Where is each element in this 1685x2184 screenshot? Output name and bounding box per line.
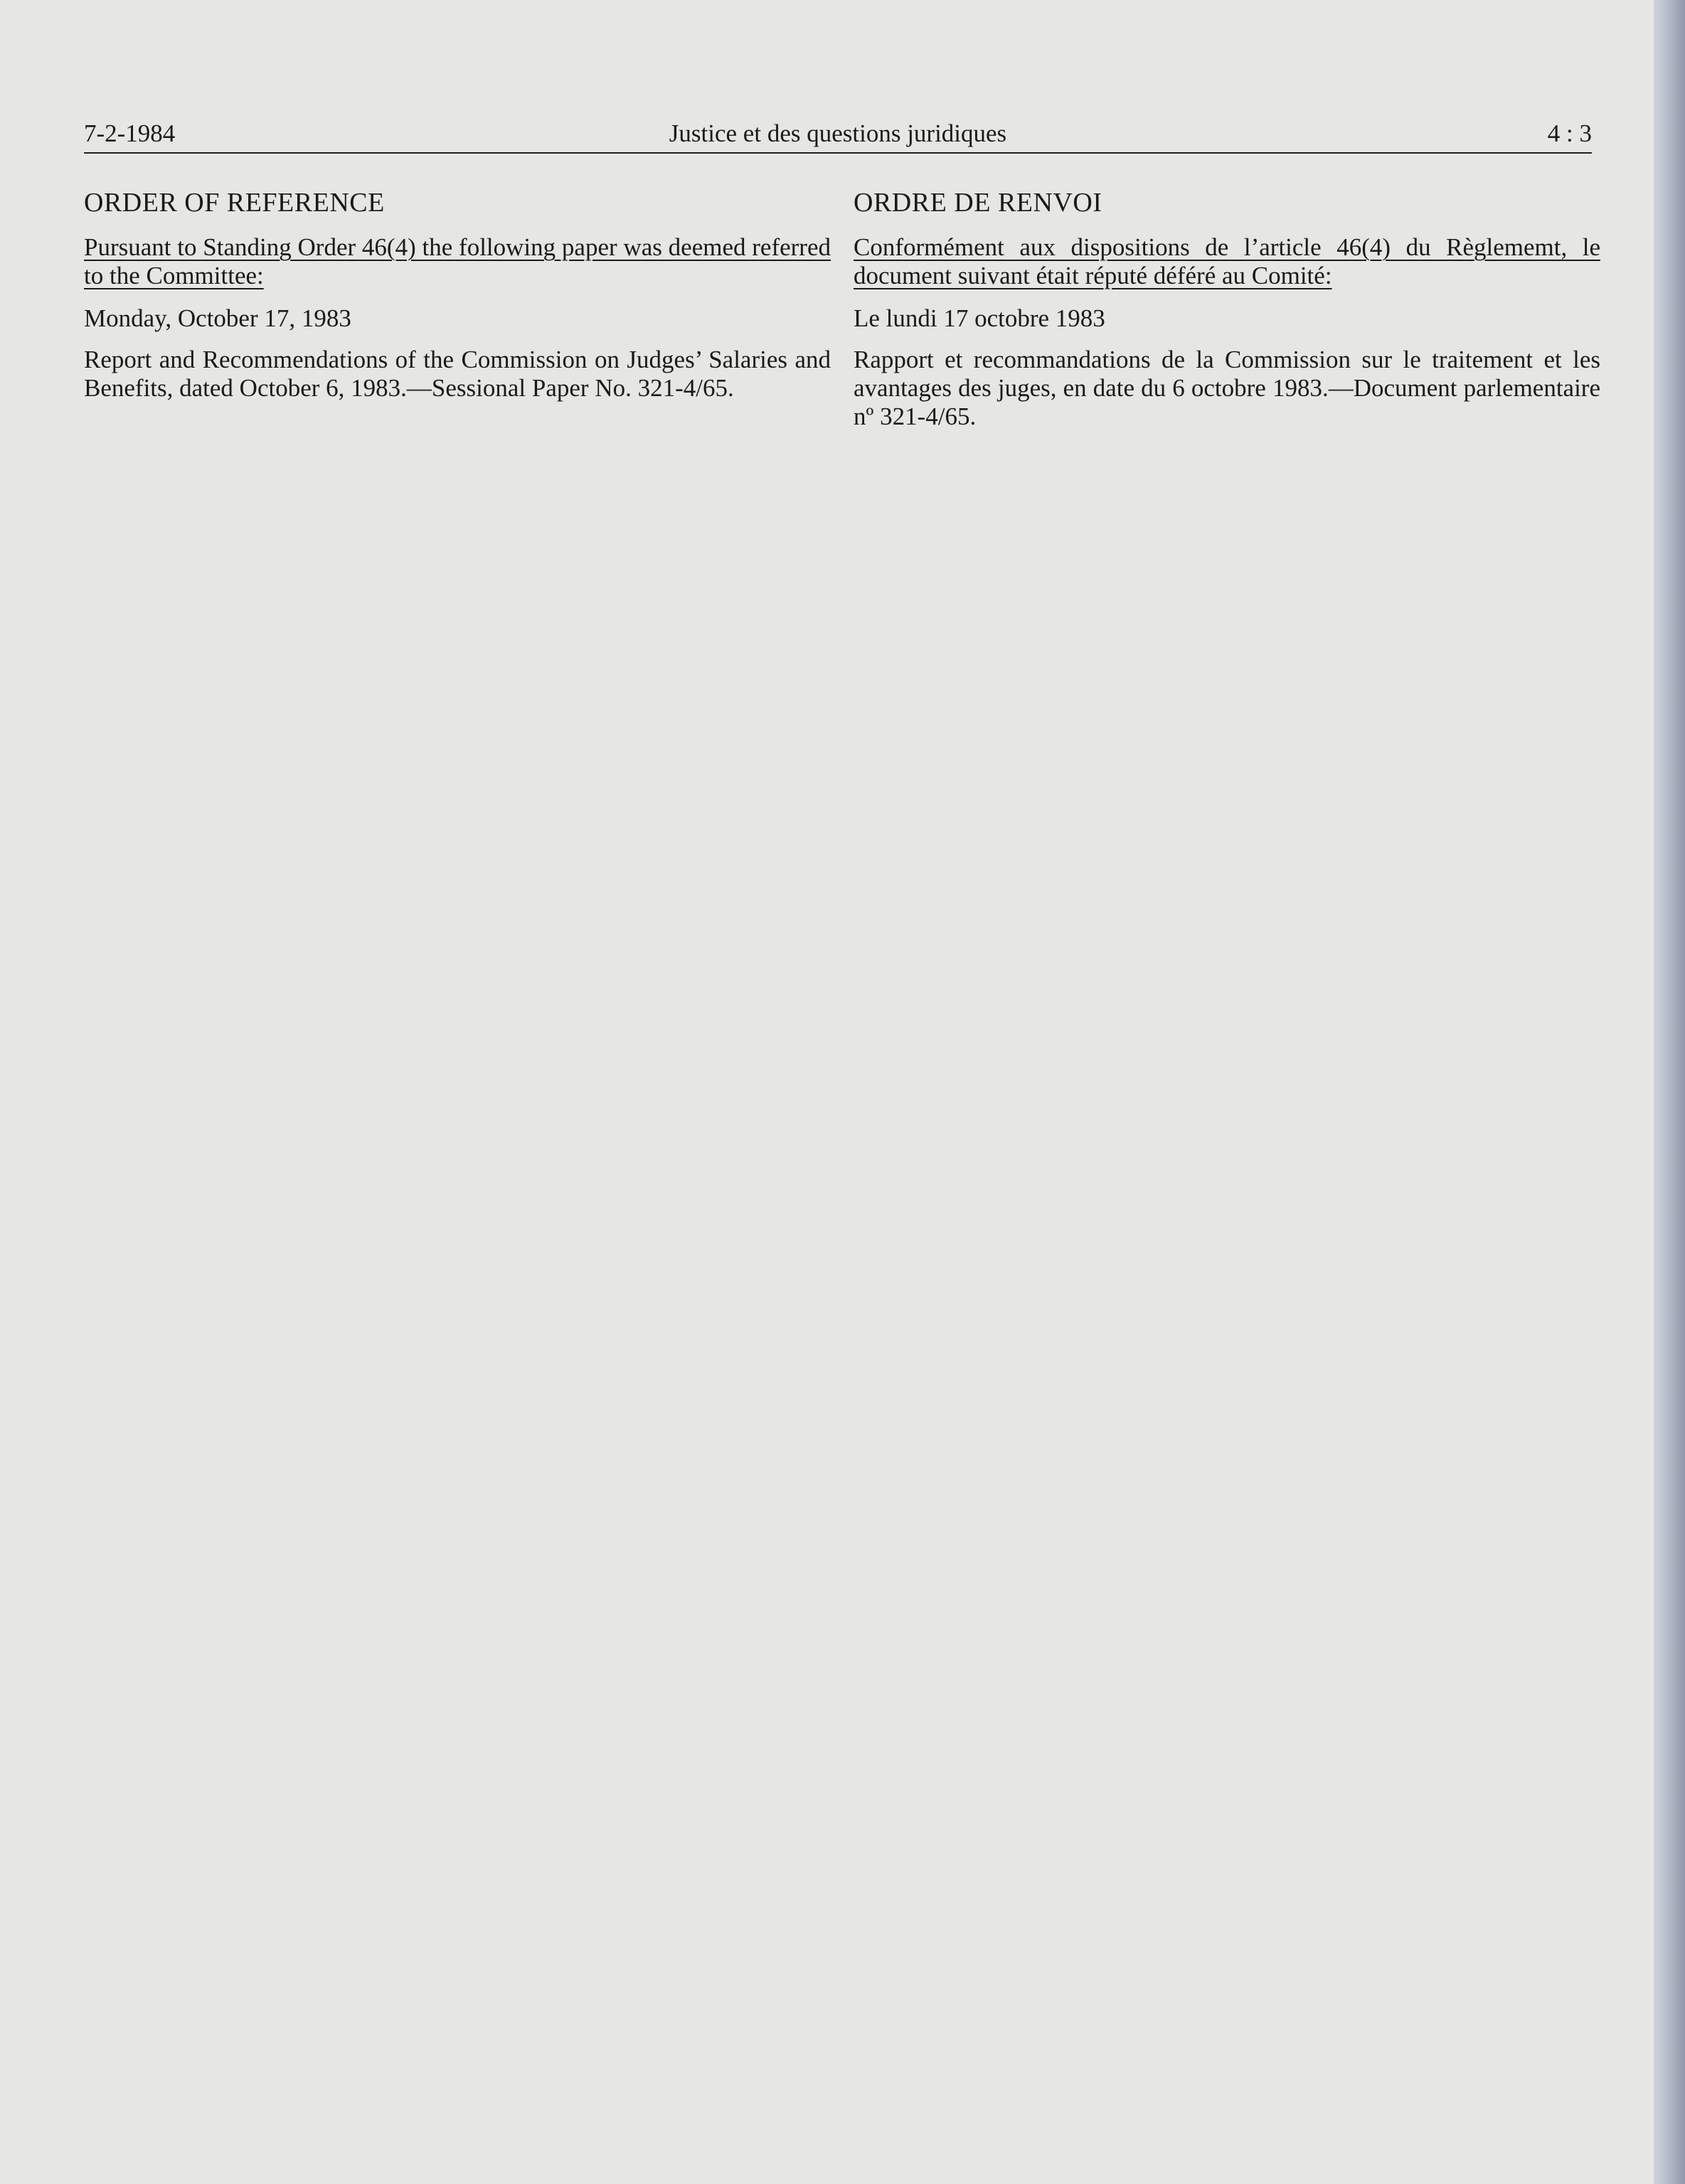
- french-heading: ORDRE DE RENVOI: [854, 188, 1102, 218]
- header-page-number: 4 : 3: [1547, 119, 1592, 147]
- english-heading: ORDER OF REFERENCE: [84, 188, 385, 218]
- header-title: Justice et des questions juridiques: [669, 119, 1007, 147]
- english-report: Report and Recommendations of the Commission on Judges’ Salaries and Benefits, dated October 6, 1983.—Sessional Paper No. 321-4/65.: [84, 346, 831, 402]
- english-column: [84, 186, 831, 403]
- french-column: [854, 186, 1600, 431]
- french-report: Rapport et recommandations de la Commission sur le traitement et les avantages des juges, en date du 6 octobre 1983.—Document parlementaire nº 321-4/65.: [854, 346, 1600, 430]
- french-reference: Conformément aux dispositions de l’article 46(4) du Règlememt, le document suivant était réputé déféré au Comité:: [854, 233, 1600, 289]
- english-reference: Pursuant to Standing Order 46(4) the following paper was deemed referred to the Committee:: [84, 233, 831, 289]
- header-date: 7-2-1984: [84, 119, 176, 147]
- english-date: Monday, October 17, 1983: [84, 304, 351, 332]
- binding-spine: [1654, 0, 1685, 2184]
- french-date: Le lundi 17 octobre 1983: [854, 304, 1105, 332]
- header-rule: [84, 152, 1592, 154]
- running-header: [84, 115, 1592, 152]
